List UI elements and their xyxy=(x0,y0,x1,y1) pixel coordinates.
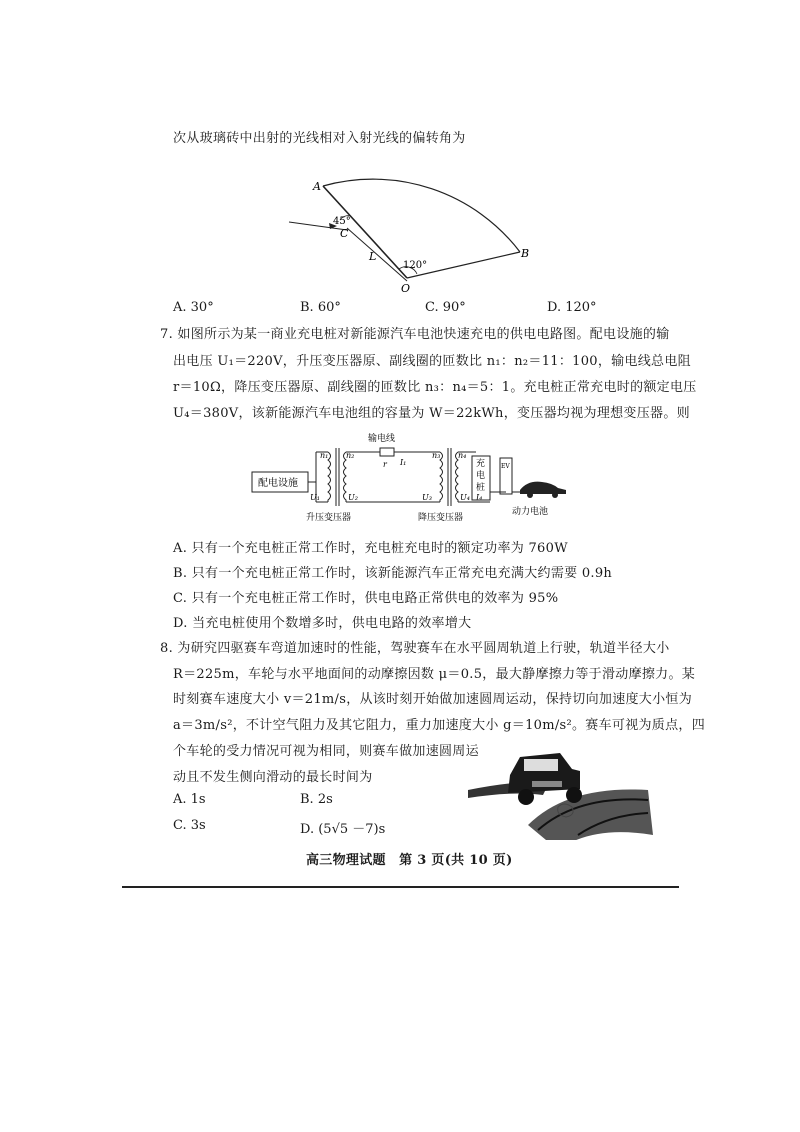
step-down-label: 降压变压器 xyxy=(418,513,464,523)
point-A-label: A xyxy=(313,180,321,193)
n2-label: n₂ xyxy=(346,451,355,460)
q8-option-a: A. 1s xyxy=(173,792,206,807)
angle-45-label: 45° xyxy=(333,216,351,227)
q8-line-6: 动且不发生侧向滑动的最长时间为 xyxy=(173,770,373,785)
point-O-label: O xyxy=(401,282,411,295)
angle-120-label: 120° xyxy=(403,260,428,271)
U1-label: U₁ xyxy=(310,493,320,502)
length-L-label: L xyxy=(369,250,377,263)
n1-label: n₁ xyxy=(320,451,329,460)
q8-option-d: D. (5√5 －7)s xyxy=(300,822,386,837)
r-label: r xyxy=(383,460,387,469)
parallel-edge xyxy=(347,228,407,281)
q7-line-1: 7. 如图所示为某一商业充电桩对新能源汽车电池快速充电的供电电路图。配电设施的输 xyxy=(160,327,670,342)
q7-option-a: A. 只有一个充电桩正常工作时，充电桩充电时的额定功率为 760W xyxy=(173,541,568,556)
q6-option-a: A. 30° xyxy=(173,300,214,315)
q8-option-c: C. 3s xyxy=(173,818,206,833)
U2-label: U₂ xyxy=(348,493,358,502)
step-up-label: 升压变压器 xyxy=(306,513,352,523)
q6-option-d: D. 120° xyxy=(547,300,597,315)
step-up-primary-coil xyxy=(328,452,331,502)
ev-label: EV xyxy=(501,463,510,470)
q7-option-d: D. 当充电桩使用个数增多时，供电电路的效率增大 xyxy=(173,616,472,631)
q8-line-1: 8. 为研究四驱赛车弯道加速时的性能，驾驶赛车在水平圆周轨道上行驶，轨道半径大小 xyxy=(160,641,670,656)
q8-line-4: a＝3m/s²，不计空气阻力及其它阻力，重力加速度大小 g＝10m/s²。赛车可视为质点，四 xyxy=(173,718,705,733)
battery-label: 动力电池 xyxy=(512,507,549,517)
q7-option-c: C. 只有一个充电桩正常工作时，供电电路正常供电的效率为 95% xyxy=(173,591,559,606)
q6-option-c: C. 90° xyxy=(425,300,466,315)
point-B-label: B xyxy=(521,247,530,260)
q8-option-b: B. 2s xyxy=(300,792,333,807)
sector-arc xyxy=(323,179,520,252)
q8-line-3: 时刻赛车速度大小 v＝21m/s，从该时刻开始做加速圆周运动，保持切向加速度大小恒为 xyxy=(173,692,692,707)
n3-label: n₃ xyxy=(432,451,441,460)
page-divider xyxy=(122,886,679,888)
race-car-track-illustration xyxy=(468,735,658,840)
q8-line-5: 个车轮的受力情况可视为相同，则赛车做加速圆周运 xyxy=(173,744,479,759)
q7-line-3: r＝10Ω，降压变压器原、副线圈的匝数比 n₃：n₄＝5：1。充电桩正常充电时的额定电压 xyxy=(173,380,697,395)
step-down-primary-coil xyxy=(440,452,443,502)
U4-label: U₄ xyxy=(460,493,470,502)
car-icon xyxy=(520,482,566,498)
glass-sector-figure xyxy=(285,150,545,295)
U3-label: U₃ xyxy=(422,493,432,502)
q7-line-2: 出电压 U₁＝220V，升压变压器原、副线圈的匝数比 n₁：n₂＝11：100，输电线总电阻 xyxy=(173,354,691,369)
charging-circuit-diagram xyxy=(250,430,580,525)
q7-option-b: B. 只有一个充电桩正常工作时，该新能源汽车正常充电充满大约需要 0.9h xyxy=(173,566,613,581)
transmission-line-label: 输电线 xyxy=(368,434,396,444)
question-6-tail-text: 次从玻璃砖中出射的光线相对入射光线的偏转角为 xyxy=(173,131,466,146)
resistor-r xyxy=(380,448,394,456)
I4-label: I₄ xyxy=(476,493,483,502)
charger-label: 充电桩 xyxy=(476,459,486,493)
q6-option-b: B. 60° xyxy=(300,300,341,315)
q7-line-4: U₄＝380V，该新能源汽车电池组的容量为 W＝22kWh，变压器均视为理想变压器。则 xyxy=(173,406,690,421)
radius-OA xyxy=(323,186,407,278)
point-C-label: C xyxy=(340,227,349,240)
page-footer: 高三物理试题 第 3 页(共 10 页) xyxy=(306,853,513,868)
q8-line-2: R＝225m，车轮与水平地面间的动摩擦因数 μ＝0.5，最大静摩擦力等于滑动摩擦力。某 xyxy=(173,667,696,682)
source-label: 配电设施 xyxy=(258,478,298,489)
I1-label: I₁ xyxy=(400,458,407,467)
car-icon xyxy=(508,753,582,805)
n4-label: n₄ xyxy=(458,451,467,460)
